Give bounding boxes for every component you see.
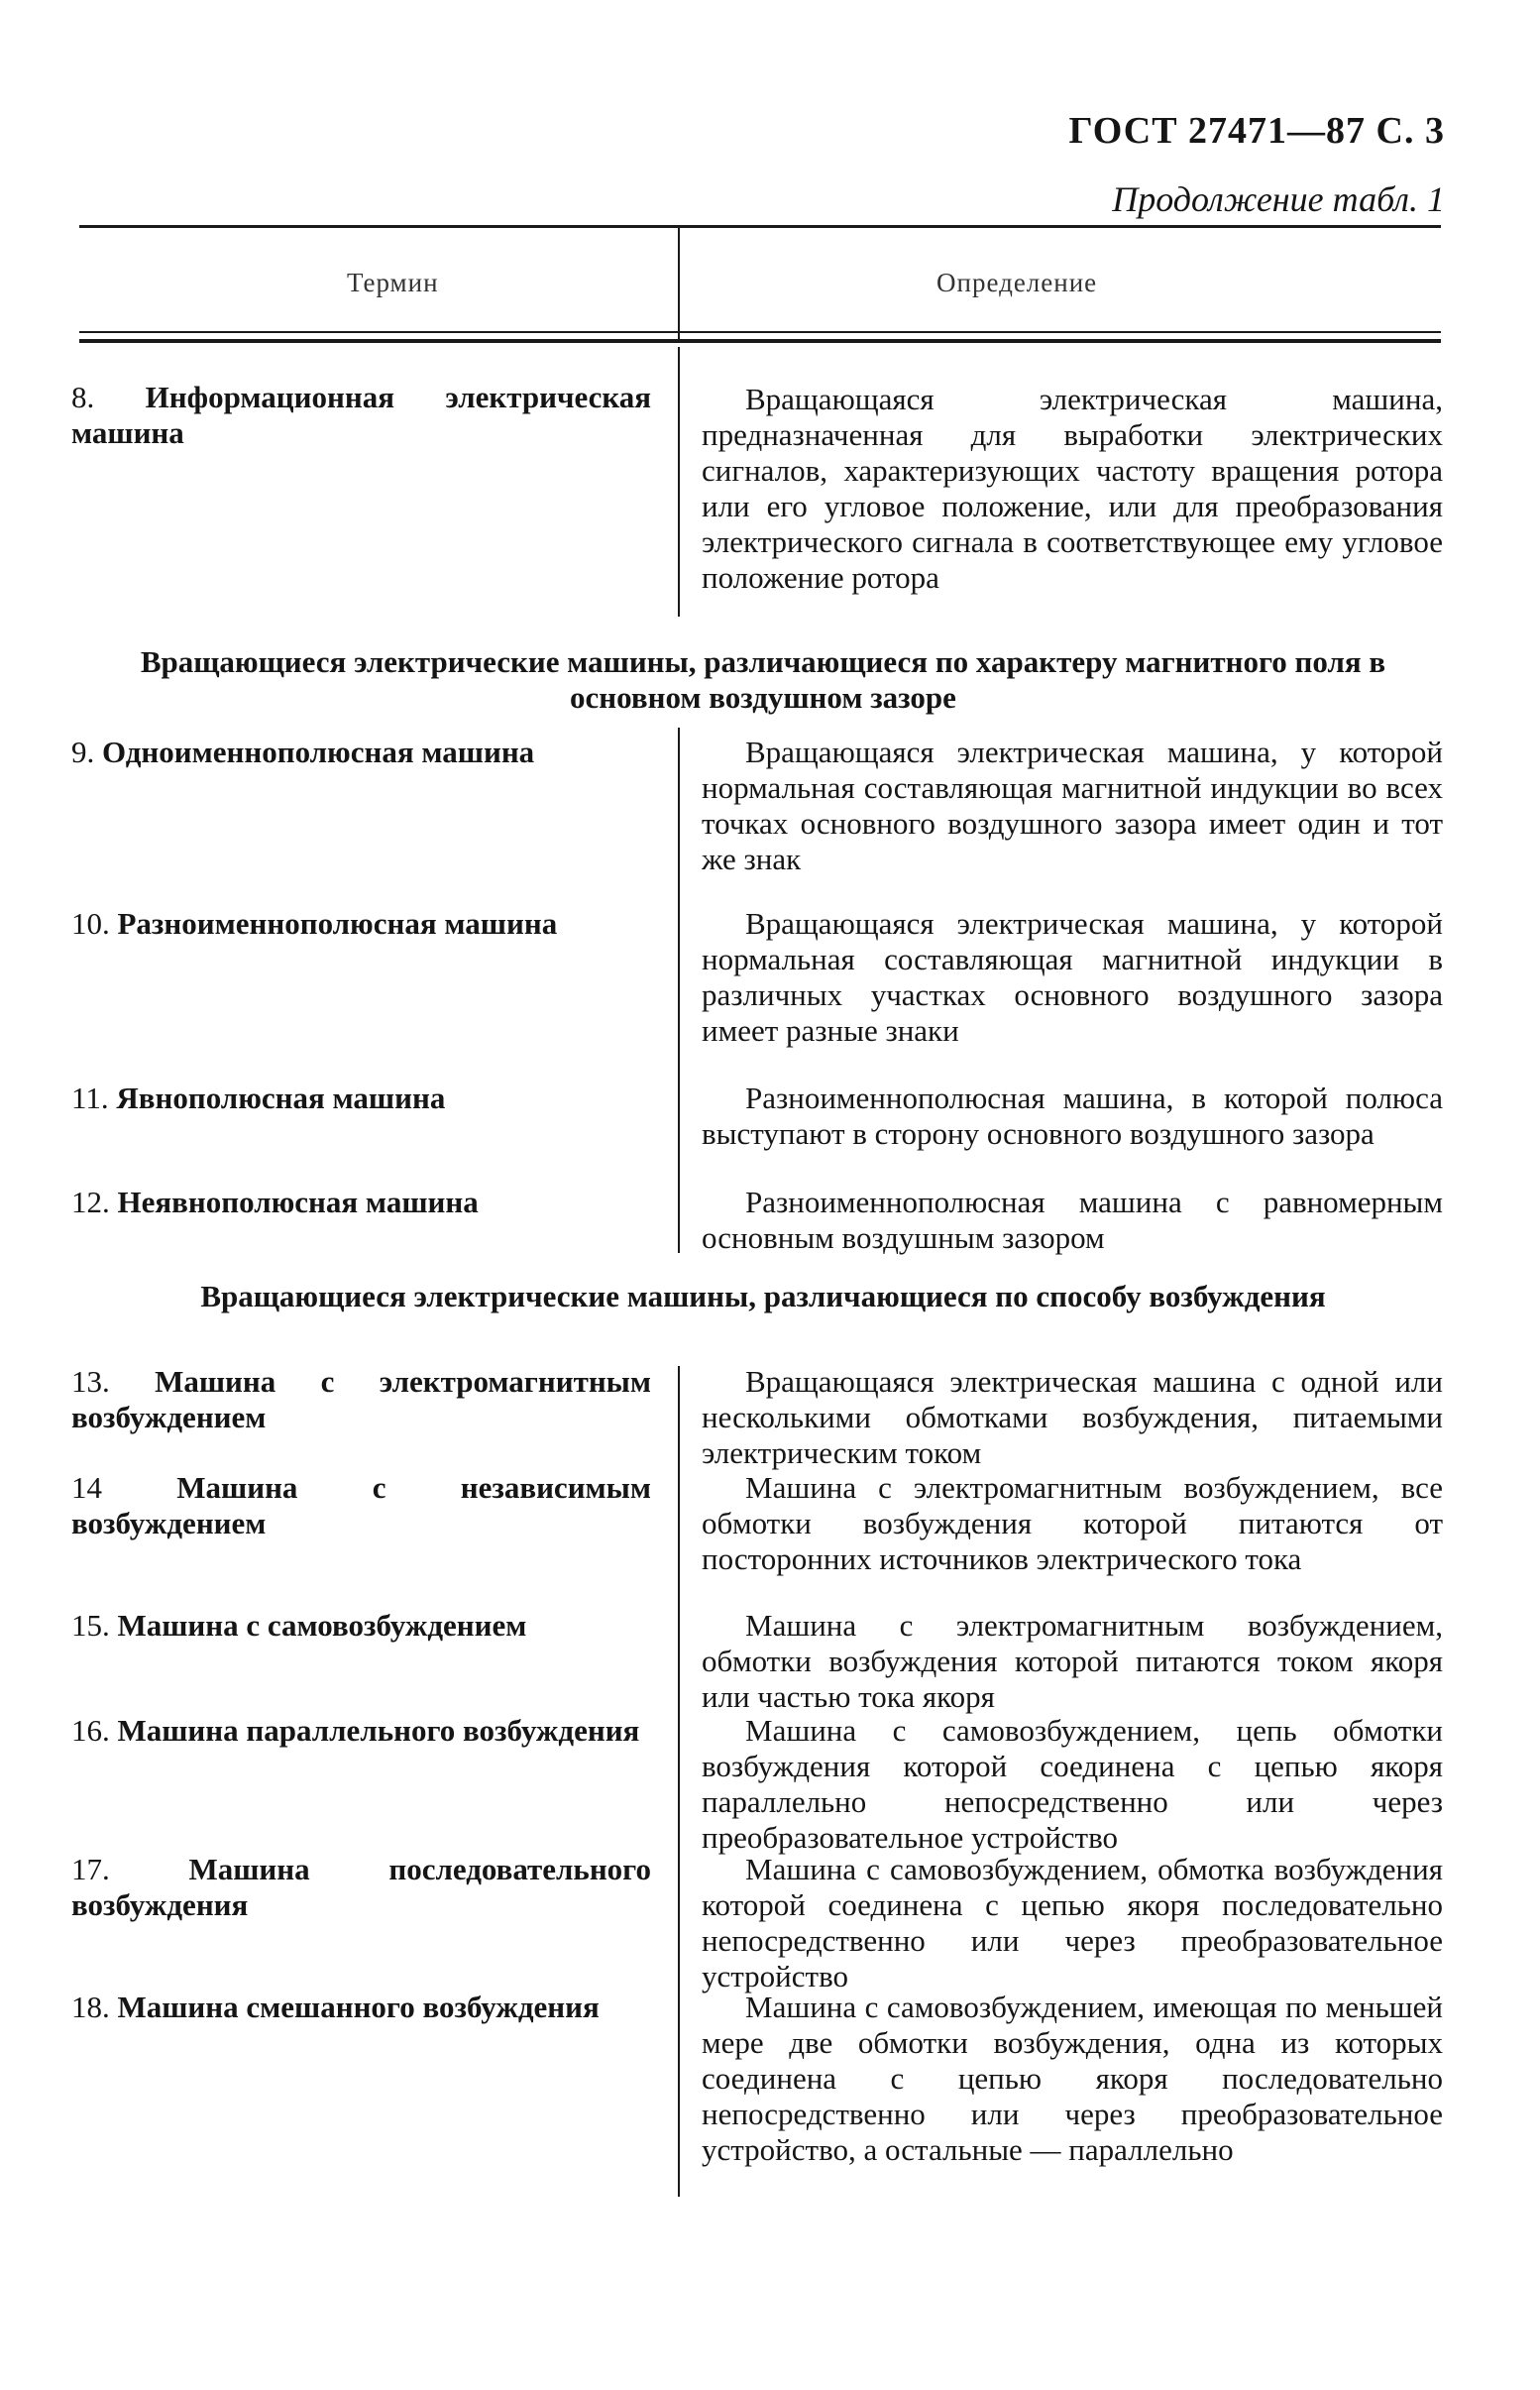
term-text: Машина с электромагнитным возбуждением <box>71 1364 651 1434</box>
term-number: 15. <box>71 1608 110 1643</box>
term-text: Информационная электрическая машина <box>71 380 652 450</box>
term-14 <box>71 1470 651 1541</box>
term-10 <box>71 906 651 942</box>
table-header-rule-2 <box>79 339 1441 343</box>
term-number: 10. <box>71 906 110 941</box>
definition-18: Машина с самовозбуждением, имеющая по меньшей мере две обмотки возбуждения, одна из которых соединена с цепью якоря последовательно непосредственно или через преобразовательное устройство, а остальные — параллельно <box>702 1990 1443 2167</box>
term-text: Машина с независимым возбуждением <box>71 1470 651 1540</box>
definition-12: Разноименнополюсная машина с равномерным основным воздушным зазором <box>702 1185 1443 1255</box>
definition-9: Вращающаяся электрическая машина, у которой нормальная составляющая магнитной индукции во всех точках основного воздушного зазора имеет один и тот же знак <box>702 735 1443 876</box>
column-separator <box>678 728 680 1253</box>
term-15 <box>71 1608 651 1644</box>
term-17 <box>71 1852 651 1923</box>
term-text: Машина с самовозбуждением <box>117 1608 527 1643</box>
term-text: Разноименнополюсная машина <box>117 906 558 941</box>
definition-15: Машина с электромагнитным возбуждением, обмотки возбуждения которой питаются током якоря или частью тока якоря <box>702 1608 1443 1714</box>
term-12 <box>71 1185 651 1220</box>
term-text: Машина параллельного возбуждения <box>117 1713 640 1748</box>
term-text: Неявнополюсная машина <box>117 1185 479 1219</box>
column-header-definition: Определение <box>936 268 1098 297</box>
term-text: Машина последовательного возбуждения <box>71 1852 651 1922</box>
definition-14: Машина с электромагнитным возбуждением, все обмотки возбуждения которой питаются от посторонних источников электрического тока <box>702 1470 1443 1576</box>
definition-13: Вращающаяся электрическая машина с одной или несколькими обмотками возбуждения, питаемыми электрическим током <box>702 1364 1443 1470</box>
term-number: 14 <box>71 1470 102 1505</box>
term-text: Одноименнополюсная машина <box>102 735 535 769</box>
term-number: 13. <box>71 1364 110 1399</box>
table-header-rule <box>79 331 1441 333</box>
term-18 <box>71 1990 651 2025</box>
table-top-rule <box>79 225 1441 228</box>
definition-8: Вращающаяся электрическая машина, предназначенная для выработки электрических сигналов, характеризующих частоту вращения ротора или его угловое положение, или для преобразования электрического сигнала в соответствующее ему угловое положение ротора <box>702 382 1443 595</box>
column-header-term: Термин <box>347 268 439 297</box>
section-heading: Вращающиеся электрические машины, различающиеся по способу возбуждения <box>200 1279 1326 1313</box>
definition-11: Разноименнополюсная машина, в которой полюса выступают в сторону основного воздушного зазора <box>702 1081 1443 1151</box>
column-separator <box>678 1366 680 2197</box>
section-heading: Вращающиеся электрические машины, различающиеся по характеру магнитного поля в основном воздушном зазоре <box>140 644 1386 715</box>
term-number: 11. <box>71 1081 109 1115</box>
term-13 <box>71 1364 651 1435</box>
column-separator <box>678 228 680 339</box>
definition-17: Машина с самовозбуждением, обмотка возбуждения которой соединена с цепью якоря последовательно непосредственно или через преобразовательное устройство <box>702 1852 1443 1993</box>
term-number: 9. <box>71 735 95 769</box>
table-continuation-label: Продолжение табл. 1 <box>1112 179 1445 219</box>
term-9 <box>71 735 651 770</box>
term-16 <box>71 1713 651 1749</box>
definition-10: Вращающаяся электрическая машина, у которой нормальная составляющая магнитной индукции в различных участках основного воздушного зазора имеет разные знаки <box>702 906 1443 1048</box>
term-text: Явнополюсная машина <box>116 1081 446 1115</box>
term-8 <box>71 380 651 451</box>
document-reference: ГОСТ 27471—87 С. 3 <box>1068 110 1445 152</box>
column-separator <box>678 347 680 617</box>
term-text: Машина смешанного возбуждения <box>117 1990 600 2024</box>
term-number: 18. <box>71 1990 110 2024</box>
term-number: 17. <box>71 1852 110 1886</box>
term-number: 12. <box>71 1185 110 1219</box>
term-number: 8. <box>71 380 95 414</box>
term-11 <box>71 1081 651 1116</box>
definition-16: Машина с самовозбуждением, цепь обмотки возбуждения которой соединена с цепью якоря параллельно непосредственно или через преобразовательное устройство <box>702 1713 1443 1855</box>
term-number: 16. <box>71 1713 110 1748</box>
